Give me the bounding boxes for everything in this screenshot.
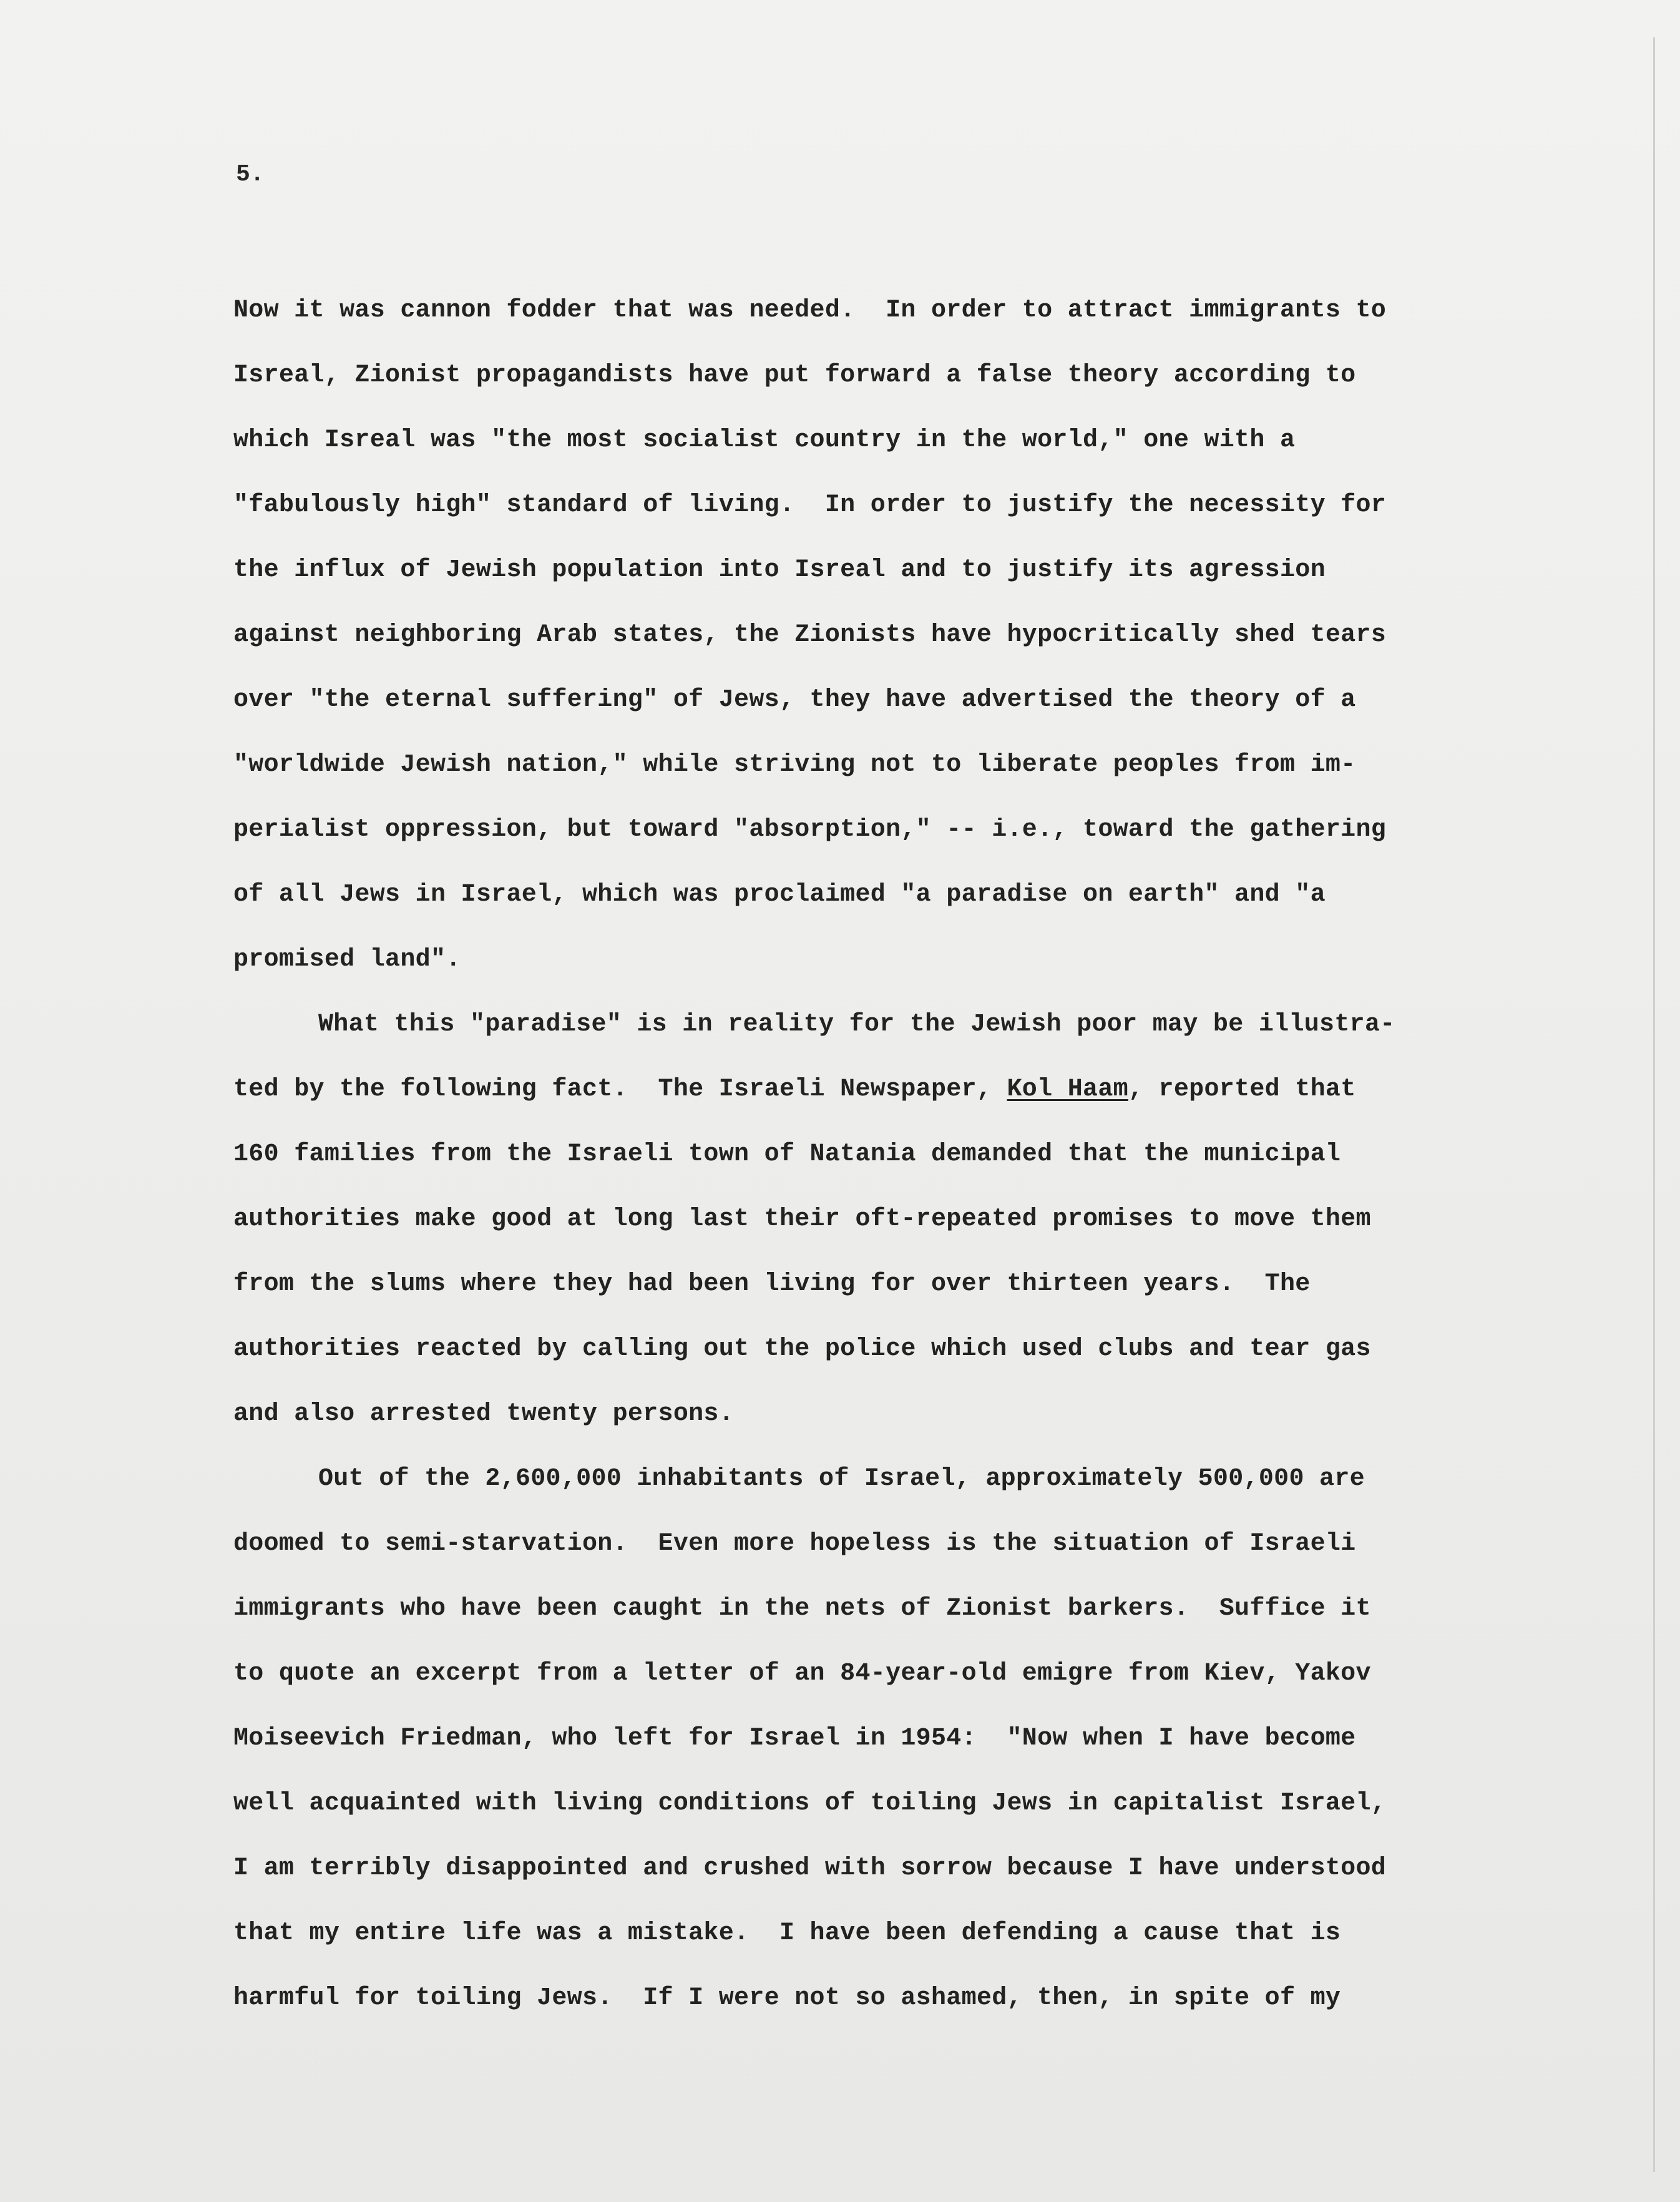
p1-line-1: Now it was cannon fodder that was needed. In order to attract immigrants to [233,296,1387,325]
page-number: 5. [236,161,265,188]
p2-line-3: 160 families from the Israeli town of Natania demanded that the municipal [233,1140,1341,1168]
p2-line-2 [233,1074,1356,1106]
p3-line-5: Moiseevich Friedman, who left for Israel in 1954: "Now when I have become [233,1725,1356,1753]
p1-line-4: "fabulously high" standard of living. In order to justify the necessity for [233,491,1387,519]
p2-line-2-tail: , reported that [1128,1075,1356,1103]
p1-line-2: Isreal, Zionist propagandists have put forward a false theory according to [233,361,1356,389]
p3-line-3: immigrants who have been caught in the nets of Zionist barkers. Suffice it [233,1595,1371,1623]
newspaper-name: Kol Haam [1007,1075,1128,1103]
p1-line-6: against neighboring Arab states, the Zionists have hypocritically shed tears [233,621,1387,649]
p1-line-11: promised land". [233,946,461,974]
p3-line-2: doomed to semi-starvation. Even more hopeless is the situation of Israeli [233,1530,1356,1558]
p3-line-9: harmful for toiling Jews. If I were not so ashamed, then, in spite of my [233,1984,1341,2012]
p1-line-9: perialist oppression, but toward "absorption," -- i.e., toward the gathering [233,816,1387,844]
p1-line-3: which Isreal was "the most socialist country in the world," one with a [233,426,1296,454]
p1-line-5: the influx of Jewish population into Isreal and to justify its agression [233,556,1326,584]
p1-line-8: "worldwide Jewish nation," while striving not to liberate peoples from im- [233,751,1356,779]
p3-line-7: I am terribly disappointed and crushed with sorrow because I have understood [233,1854,1387,1882]
p3-line-4: to quote an excerpt from a letter of an 84-year-old emigre from Kiev, Yakov [233,1660,1371,1688]
p1-line-7: over "the eternal suffering" of Jews, they have advertised the theory of a [233,686,1356,714]
p3-line-6: well acquainted with living conditions of toiling Jews in capitalist Israel, [233,1789,1387,1818]
p2-line-5: from the slums where they had been living for over thirteen years. The [233,1270,1311,1298]
p2-line-7: and also arrested twenty persons. [233,1400,735,1428]
p3-line-1: Out of the 2,600,000 inhabitants of Israel, approximately 500,000 are [318,1465,1365,1493]
p2-line-1: What this "paradise" is in reality for the Jewish poor may be illustra- [318,1010,1395,1039]
p1-line-10: of all Jews in Israel, which was proclaimed "a paradise on earth" and "a [233,881,1326,909]
p3-line-8: that my entire life was a mistake. I have been defending a cause that is [233,1919,1341,1947]
p2-line-6: authorities reacted by calling out the police which used clubs and tear gas [233,1335,1371,1363]
p2-line-4: authorities make good at long last their oft-repeated promises to move them [233,1205,1371,1233]
p2-line-2-head: ted by the following fact. The Israeli Newspaper, [233,1075,1007,1103]
page-edge-shadow [1653,37,1655,2172]
